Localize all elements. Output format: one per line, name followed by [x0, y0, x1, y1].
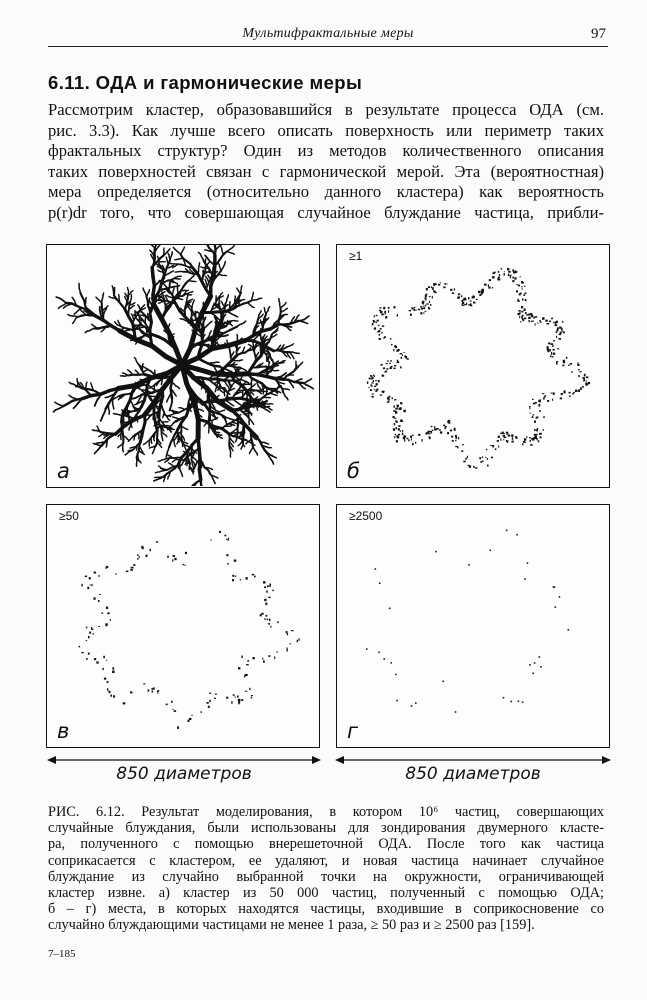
panel-a — [46, 244, 320, 488]
contact-sites-image — [337, 245, 608, 486]
body-line: рис. 3.3). Как лучше всего описать поверхность или периметр таких — [48, 120, 604, 140]
body-line: p(r)dr того, что совершающая случайное блуждание частица, прибли- — [48, 202, 604, 222]
panel-g — [336, 504, 610, 748]
body-line: таких поверхностей связан с гармонической мерой. Эта (вероятностная) — [48, 161, 604, 181]
caption-line: соприкасается с кластером, ее удаляют, и новая частица начинает случайное — [48, 852, 604, 869]
printer-signature: 7–185 — [48, 948, 76, 960]
contact-sites-image — [47, 505, 318, 746]
scale-bar-left — [46, 754, 322, 784]
body-line: фрактальных структур? Один из методов количественного описания — [48, 141, 604, 160]
panel-threshold: ≥2500 — [349, 509, 383, 523]
caption-line: кластер извне. а) кластер из 50 000 частиц, полученный с помощью ОДА; — [48, 885, 604, 902]
panel-letter: б — [347, 459, 360, 483]
scale-label: 850 диаметров — [405, 764, 541, 784]
caption-line: блуждание из случайно выбранной точки на окружности, ограничивающей — [48, 868, 604, 885]
section-heading: 6.11. ОДА и гармонические меры — [48, 72, 363, 93]
running-title: Мультифрактальные меры — [242, 26, 414, 41]
panel-letter: г — [347, 719, 359, 743]
running-head — [48, 24, 608, 47]
scale-label: 850 диаметров — [116, 764, 252, 784]
dla-cluster-image — [47, 245, 318, 486]
caption-line: случайные блуждания, были использованы для зондирования двумерного класте- — [48, 820, 604, 837]
panel-letter: в — [57, 719, 70, 743]
body-paragraph — [48, 100, 604, 223]
caption-line: РИС. 6.12. Результат моделирования, в котором 10⁶ частиц, совершающих — [48, 804, 604, 820]
caption-line: б – г) места, в которых находятся частицы, входившие в соприкосновение со — [48, 901, 604, 918]
panel-threshold: ≥50 — [59, 509, 79, 523]
panel-v — [46, 504, 320, 748]
body-line: мера определяется (относительно данного кластера) как вероятность — [48, 182, 604, 201]
contact-sites-image — [337, 505, 608, 746]
caption-line: ра, полученного с помощью внерешеточной ОДА. После того как частица — [48, 836, 604, 853]
figure-6-12 — [46, 244, 612, 784]
body-line: Рассмотрим кластер, образовавшийся в результате процесса ОДА (см. — [48, 100, 604, 119]
scale-bar-right — [334, 754, 612, 784]
panel-threshold: ≥1 — [349, 249, 363, 263]
caption-line: случайно блуждающими частицами не менее 1 раза, ≥ 50 раз и ≥ 2500 раз [159]. — [48, 917, 535, 934]
page-number: 97 — [591, 26, 606, 42]
figure-caption — [48, 804, 604, 934]
panel-letter: а — [57, 459, 70, 483]
panel-b — [336, 244, 610, 488]
